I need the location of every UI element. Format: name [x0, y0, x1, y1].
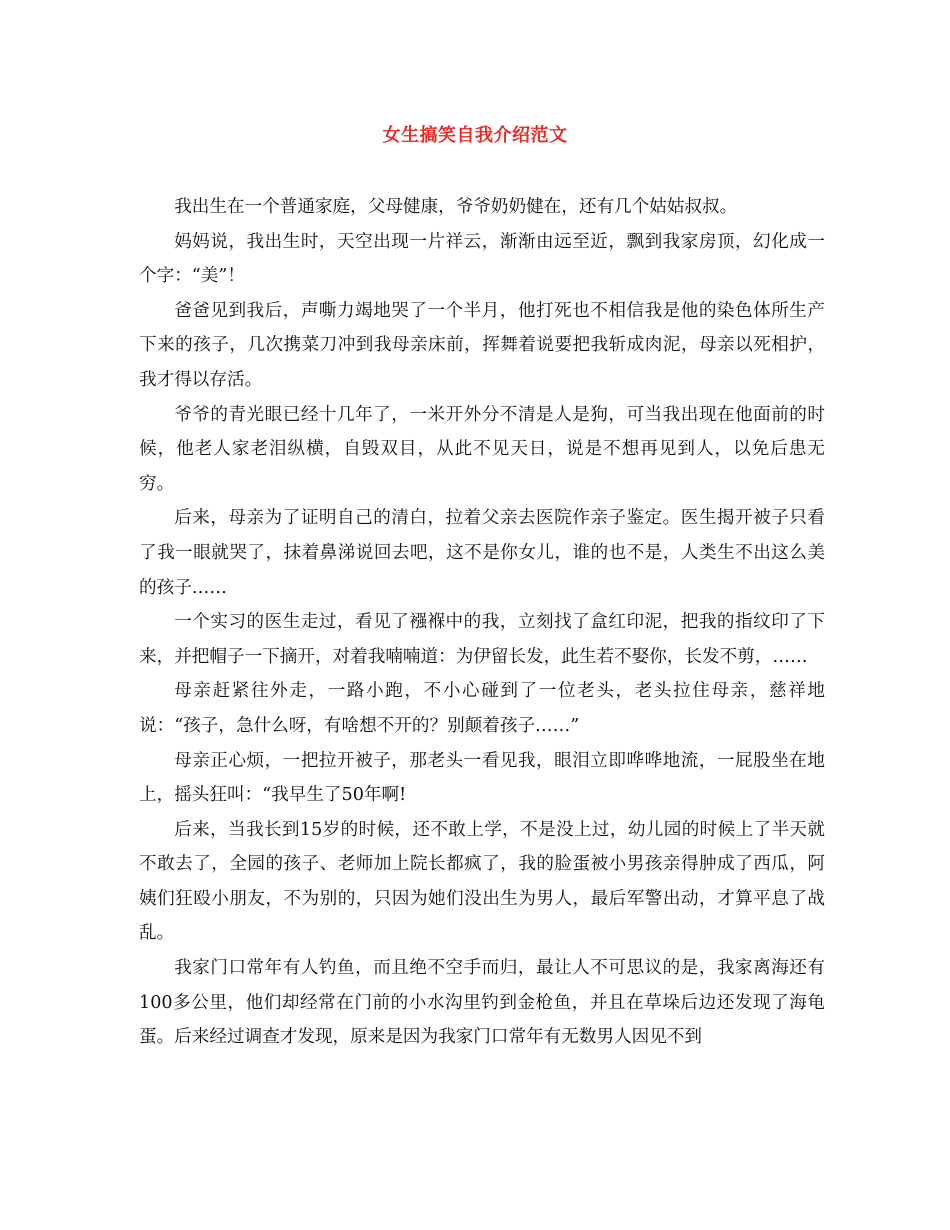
paragraph-9: 后来，当我长到15岁的时候，还不敢上学，不是没上过，幼儿园的时候上了半天就不敢去了，全园的孩子、老师加上院长都疯了，我的脸蛋被小男孩亲得肿成了西瓜，阿姨们狂殴小朋友，不为别的，只因为她们没出生为男人，最后军警出动，才算平息了战乱。 — [139, 819, 825, 944]
paragraph-2: 妈妈说，我出生时，天空出现一片祥云，渐渐由远至近，飘到我家房顶，幻化成一个字：“美”！ — [139, 231, 825, 287]
paragraph-4: 爷爷的青光眼已经十几年了，一米开外分不清是人是狗，可当我出现在他面前的时候，他老人家老泪纵横，自毁双目，从此不见天日，说是不想再见到人，以免后患无穷。 — [139, 404, 825, 494]
document-title: 女生搞笑自我介绍范文 — [382, 125, 568, 146]
document-body — [139, 190, 825, 1055]
paragraph-1: 我出生在一个普通家庭，父母健康，爷爷奶奶健在，还有几个姑姑叔叔。 — [174, 197, 738, 217]
paragraph-10: 我家门口常年有人钓鱼，而且绝不空手而归，最让人不可思议的是，我家离海还有100多公里，他们却经常在门前的小水沟里钓到金枪鱼，并且在草垛后边还发现了海龟蛋。后来经过调查才发现，原来是因为我家门口常年有无数男人因见不到 — [139, 958, 825, 1048]
paragraph-6: 一个实习的医生走过，看见了襁褓中的我，立刻找了盒红印泥，把我的指纹印了下来，并把帽子一下摘开，对着我喃喃道：为伊留长发，此生若不娶你，长发不剪，…… — [139, 612, 825, 667]
paragraph-8: 母亲正心烦，一把拉开被子，那老头一看见我，眼泪立即哗哗地流，一屁股坐在地上，摇头狂叫：“我早生了50年啊! — [139, 750, 825, 806]
paragraph-7: 母亲赶紧往外走，一路小跑，不小心碰到了一位老头，老头拉住母亲，慈祥地说：“孩子，急什么呀，有啥想不开的？别颠着孩子……” — [139, 681, 825, 736]
paragraph-3: 爸爸见到我后，声嘶力竭地哭了一个半月，他打死也不相信我是他的染色体所生产下来的孩子，几次携菜刀冲到我母亲床前，挥舞着说要把我斩成肉泥，母亲以死相护，我才得以存活。 — [139, 300, 825, 390]
paragraph-5: 后来，母亲为了证明自己的清白，拉着父亲去医院作亲子鉴定。医生揭开被子只看了我一眼就哭了，抹着鼻涕说回去吧，这不是你女儿，谁的也不是，人类生不出这么美的孩子…… — [139, 508, 825, 598]
